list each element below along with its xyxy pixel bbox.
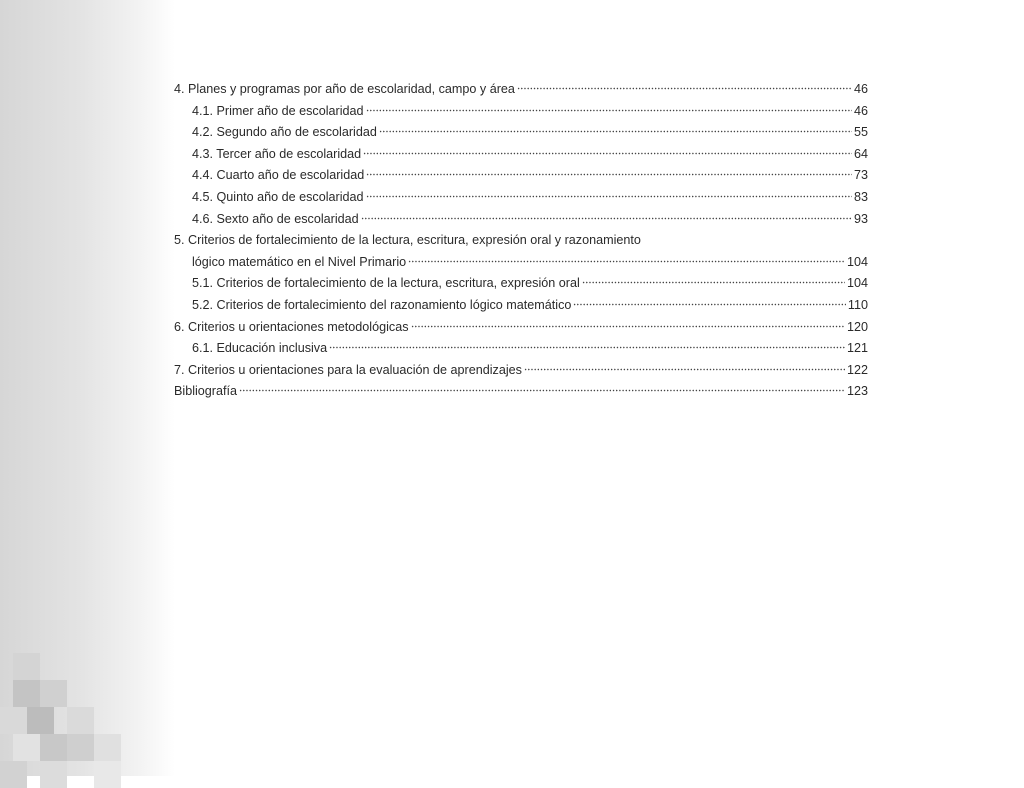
toc-entry[interactable] xyxy=(174,363,868,385)
dot-leader xyxy=(366,173,852,176)
dot-leader xyxy=(524,368,845,371)
dot-leader xyxy=(366,195,852,198)
toc-entry-title: 7. Criterios u orientaciones para la evaluación de aprendizajes xyxy=(174,362,522,377)
dot-leader xyxy=(411,325,845,328)
toc-entry-page: 64 xyxy=(853,146,868,161)
toc-entry-title: 5.1. Criterios de fortalecimiento de la lectura, escritura, expresión oral xyxy=(192,276,580,291)
dot-leader xyxy=(239,389,845,392)
dot-leader xyxy=(379,130,852,133)
toc-entry-page: 120 xyxy=(846,319,868,334)
dot-leader xyxy=(408,260,845,263)
toc-entry-title: 4.6. Sexto año de escolaridad xyxy=(192,211,359,226)
mosaic-square xyxy=(0,761,27,788)
table-of-contents xyxy=(174,82,868,406)
toc-entry-title: 4. Planes y programas por año de escolaridad, campo y área xyxy=(174,82,515,96)
mosaic-square xyxy=(67,734,94,761)
mosaic-square xyxy=(94,734,121,761)
toc-entry-page: 55 xyxy=(853,125,868,140)
mosaic-square xyxy=(67,707,94,734)
toc-entry-title: 4.4. Cuarto año de escolaridad xyxy=(192,168,365,183)
toc-entry-page: 73 xyxy=(853,168,868,183)
toc-entry[interactable] xyxy=(174,147,868,169)
dot-leader xyxy=(361,217,852,220)
toc-entry-first-line[interactable] xyxy=(174,233,868,255)
toc-entry[interactable] xyxy=(174,190,868,212)
mosaic-square xyxy=(40,680,67,707)
toc-entry[interactable] xyxy=(174,125,868,147)
toc-entry[interactable] xyxy=(174,384,868,406)
mosaic-square xyxy=(40,761,67,788)
toc-entry[interactable] xyxy=(174,168,868,190)
toc-entry-title: 5. Criterios de fortalecimiento de la lectura, escritura, expresión oral y razonamiento xyxy=(174,233,641,248)
toc-entry-page: 123 xyxy=(846,384,868,399)
toc-entry-title: 4.1. Primer año de escolaridad xyxy=(192,103,364,118)
toc-entry[interactable] xyxy=(174,298,868,320)
toc-entry[interactable] xyxy=(174,276,868,298)
toc-entry[interactable] xyxy=(174,341,868,363)
toc-entry-title: 4.5. Quinto año de escolaridad xyxy=(192,189,364,204)
dot-leader xyxy=(363,152,852,155)
toc-entry-page: 110 xyxy=(847,297,868,312)
mosaic-square xyxy=(13,734,40,761)
toc-entry-page: 121 xyxy=(846,341,868,356)
toc-entry-title-continuation: lógico matemático en el Nivel Primario xyxy=(192,254,407,269)
toc-entry[interactable] xyxy=(174,82,868,104)
toc-entry[interactable] xyxy=(174,212,868,234)
toc-entry[interactable] xyxy=(174,320,868,342)
toc-entry-title: 4.3. Tercer año de escolaridad xyxy=(192,146,362,161)
mosaic-square xyxy=(13,653,40,680)
toc-entry-page: 46 xyxy=(853,103,868,118)
toc-entry-page: 83 xyxy=(853,189,868,204)
toc-entry-page: 93 xyxy=(853,211,868,226)
dot-leader xyxy=(329,346,845,349)
dot-leader xyxy=(573,303,846,306)
toc-entry[interactable] xyxy=(174,104,868,126)
mosaic-square xyxy=(40,734,67,761)
toc-entry-continuation[interactable] xyxy=(174,255,868,277)
mosaic-square xyxy=(27,707,54,734)
toc-entry-page: 46 xyxy=(853,82,868,96)
toc-entry-title: 4.2. Segundo año de escolaridad xyxy=(192,125,377,140)
toc-entry-page: 104 xyxy=(846,276,868,291)
toc-entry-page: 122 xyxy=(846,362,868,377)
dot-leader xyxy=(582,281,845,284)
dot-leader xyxy=(517,87,852,90)
mosaic-square xyxy=(94,761,121,788)
toc-entry-title: Bibliografía xyxy=(174,384,238,399)
mosaic-square xyxy=(0,707,27,734)
decorative-mosaic xyxy=(0,650,175,776)
dot-leader xyxy=(366,109,852,112)
toc-entry-title: 5.2. Criterios de fortalecimiento del razonamiento lógico matemático xyxy=(192,297,572,312)
toc-entry-page: 104 xyxy=(846,254,868,269)
toc-entry-title: 6.1. Educación inclusiva xyxy=(192,341,328,356)
mosaic-square xyxy=(13,680,40,707)
toc-entry-title: 6. Criterios u orientaciones metodológicas xyxy=(174,319,409,334)
